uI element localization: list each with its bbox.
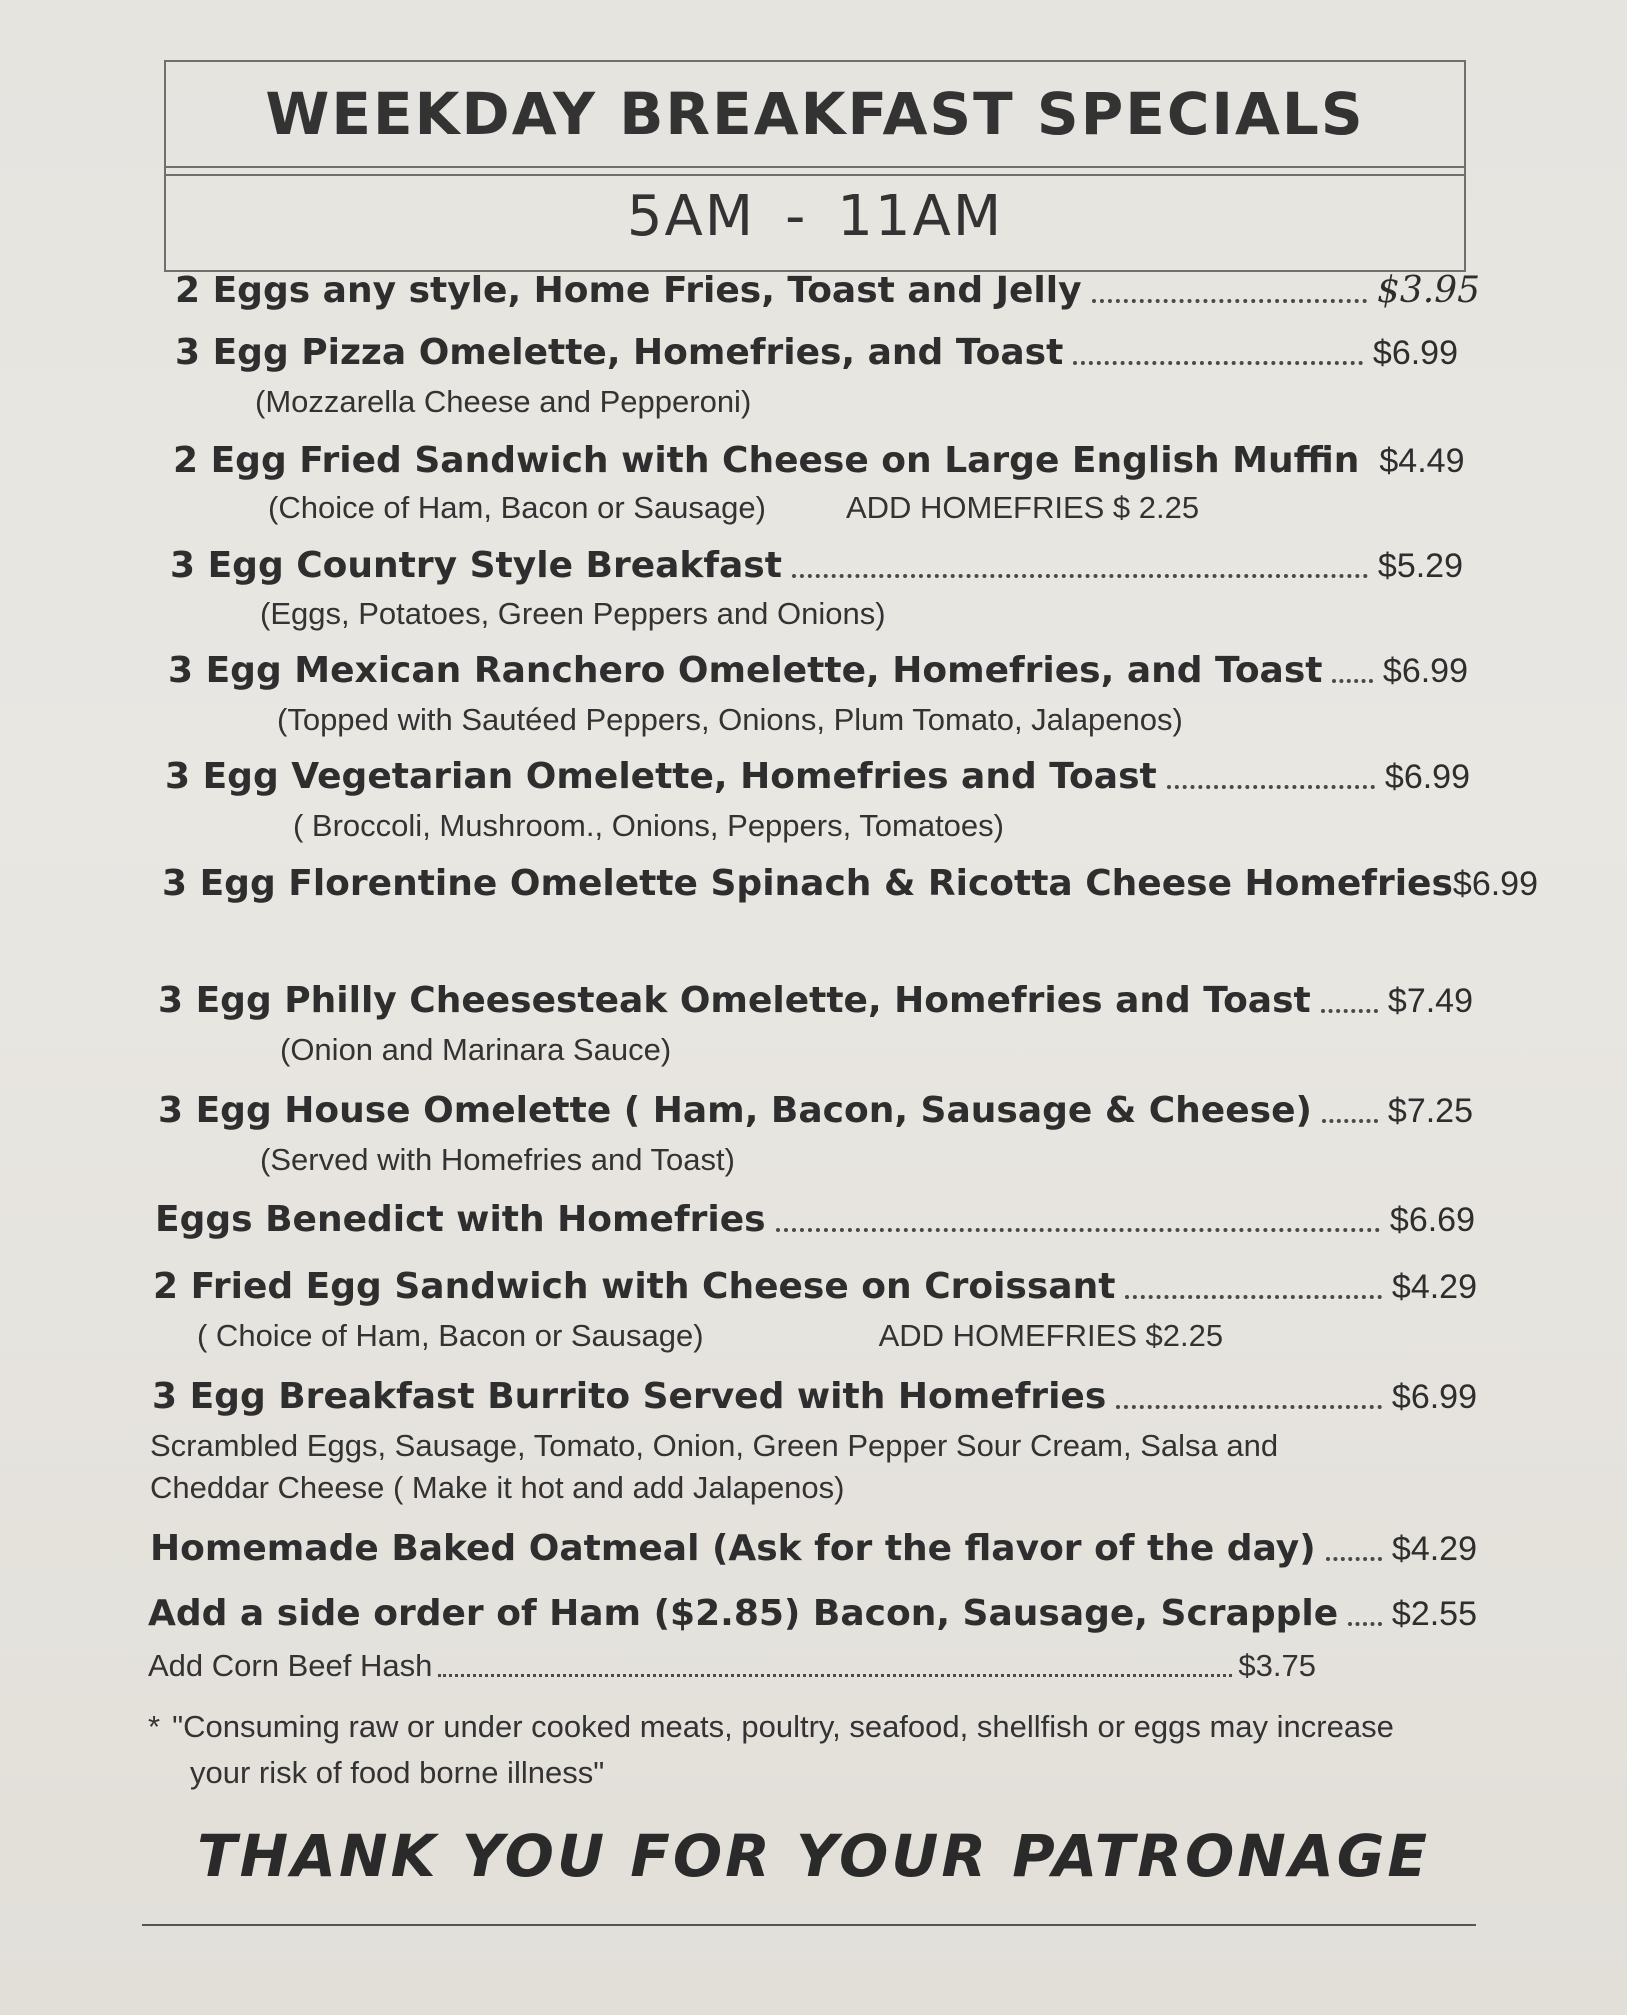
hours-dash: - bbox=[785, 184, 808, 249]
hours-start: 5AM bbox=[626, 184, 756, 249]
menu-item bbox=[155, 1199, 1475, 1240]
menu-item bbox=[153, 1266, 1477, 1307]
item-name: 3 Egg Philly Cheesesteak Omelette, Homefries and Toast bbox=[158, 980, 1311, 1021]
corn-beef-price: $3.75 bbox=[1238, 1648, 1316, 1683]
menu-item bbox=[148, 1593, 1477, 1634]
item-name: 2 Eggs any style, Home Fries, Toast and Jelly bbox=[175, 270, 1082, 311]
leader-dots bbox=[792, 574, 1368, 578]
item-note bbox=[197, 1318, 1223, 1354]
leader-dots bbox=[1332, 679, 1372, 683]
serving-hours bbox=[166, 184, 1464, 249]
item-name: 3 Egg Mexican Ranchero Omelette, Homefries, and Toast bbox=[168, 650, 1323, 691]
item-price: $4.29 bbox=[1391, 1268, 1477, 1306]
header-divider bbox=[166, 166, 1464, 176]
item-note: (Served with Homefries and Toast) bbox=[260, 1142, 735, 1177]
item-price: $6.69 bbox=[1389, 1201, 1475, 1239]
leader-dots bbox=[776, 1228, 1380, 1232]
leader-dots bbox=[1125, 1295, 1381, 1299]
hours-end: 11AM bbox=[837, 184, 1004, 249]
thank-you-footer: THANK YOU FOR YOUR PATRONAGE bbox=[197, 1822, 1430, 1890]
item-name: 2 Fried Egg Sandwich with Cheese on Croissant bbox=[153, 1266, 1116, 1307]
menu-item bbox=[150, 1528, 1477, 1569]
item-price: $4.49 bbox=[1379, 442, 1465, 480]
menu-item bbox=[158, 980, 1473, 1021]
disclaimer-line-1: "Consuming raw or under cooked meats, poultry, seafood, shellfish or eggs may increase bbox=[172, 1709, 1394, 1744]
corn-beef-hash-line bbox=[148, 1648, 1316, 1684]
item-price: $4.29 bbox=[1391, 1530, 1477, 1568]
item-price: $7.49 bbox=[1387, 982, 1473, 1020]
corn-beef-name: Add Corn Beef Hash bbox=[148, 1648, 433, 1683]
leader-dots bbox=[1073, 361, 1363, 365]
leader-dots bbox=[1321, 1009, 1378, 1013]
leader-dots bbox=[1092, 299, 1367, 303]
menu-item bbox=[162, 863, 1538, 904]
item-name: Eggs Benedict with Homefries bbox=[155, 1199, 766, 1240]
item-price: $3.95 bbox=[1376, 270, 1480, 311]
item-note: (Mozzarella Cheese and Pepperoni) bbox=[255, 384, 752, 419]
leader-dots bbox=[1167, 785, 1375, 789]
item-name: 3 Egg Vegetarian Omelette, Homefries and Toast bbox=[165, 756, 1157, 797]
item-name: 3 Egg House Omelette ( Ham, Bacon, Sausage & Cheese) bbox=[158, 1090, 1312, 1131]
menu-item bbox=[173, 440, 1465, 481]
add-homefries-note: ADD HOMEFRIES $2.25 bbox=[878, 1318, 1224, 1353]
item-note bbox=[268, 490, 1199, 526]
food-safety-disclaimer bbox=[148, 1704, 1408, 1796]
item-price: $5.29 bbox=[1377, 547, 1463, 585]
item-price: $6.99 bbox=[1372, 334, 1458, 372]
leader-dots bbox=[438, 1674, 1232, 1677]
leader-dots bbox=[1326, 1557, 1382, 1561]
menu-title: WEEKDAY BREAKFAST SPECIALS bbox=[265, 80, 1365, 148]
item-note: (Topped with Sautéed Peppers, Onions, Plum Tomato, Jalapenos) bbox=[277, 702, 1183, 737]
item-name: 3 Egg Pizza Omelette, Homefries, and Toast bbox=[175, 332, 1064, 373]
item-note: ( Broccoli, Mushroom., Onions, Peppers, Tomatoes) bbox=[293, 808, 1004, 843]
disclaimer-asterisk: * bbox=[148, 1709, 161, 1744]
menu-item bbox=[168, 650, 1468, 691]
leader-dots bbox=[1348, 1622, 1382, 1626]
item-note-text: ( Choice of Ham, Bacon or Sausage) bbox=[197, 1318, 704, 1353]
menu-item bbox=[152, 1376, 1477, 1417]
item-price: $2.55 bbox=[1391, 1595, 1477, 1633]
item-note: (Eggs, Potatoes, Green Peppers and Onions) bbox=[260, 596, 886, 631]
footer-rule bbox=[142, 1924, 1476, 1926]
item-name: 3 Egg Breakfast Burrito Served with Homefries bbox=[152, 1376, 1107, 1417]
menu-item bbox=[170, 545, 1463, 586]
item-name: 3 Egg Florentine Omelette Spinach & Ricotta Cheese Homefries bbox=[162, 863, 1453, 904]
disclaimer-line-2: your risk of food borne illness" bbox=[190, 1755, 605, 1790]
add-homefries-note: ADD HOMEFRIES $ 2.25 bbox=[845, 490, 1200, 525]
menu-item bbox=[165, 756, 1470, 797]
item-price: $6.99 bbox=[1452, 865, 1538, 903]
item-name: Add a side order of Ham ($2.85) Bacon, Sausage, Scrapple bbox=[148, 1593, 1339, 1634]
leader-dots bbox=[1322, 1119, 1378, 1123]
item-price: $6.99 bbox=[1384, 758, 1470, 796]
item-note-text: (Choice of Ham, Bacon or Sausage) bbox=[268, 490, 766, 525]
item-name: 3 Egg Country Style Breakfast bbox=[170, 545, 782, 586]
item-name: 2 Egg Fried Sandwich with Cheese on Large English Muffin bbox=[173, 440, 1360, 481]
menu-item bbox=[175, 270, 1480, 311]
item-note: (Onion and Marinara Sauce) bbox=[280, 1032, 672, 1067]
item-price: $6.99 bbox=[1382, 652, 1468, 690]
menu-item bbox=[175, 332, 1458, 373]
item-description: Scrambled Eggs, Sausage, Tomato, Onion, Green Pepper Sour Cream, Salsa and Cheddar Cheese ( Make it hot and add Jalapenos) bbox=[150, 1428, 1279, 1505]
item-name: Homemade Baked Oatmeal (Ask for the flavor of the day) bbox=[150, 1528, 1316, 1569]
item-price: $6.99 bbox=[1391, 1378, 1477, 1416]
menu-header-box bbox=[164, 60, 1466, 272]
item-price: $7.25 bbox=[1387, 1092, 1473, 1130]
leader-dots bbox=[1116, 1405, 1382, 1409]
menu-item bbox=[158, 1090, 1473, 1131]
